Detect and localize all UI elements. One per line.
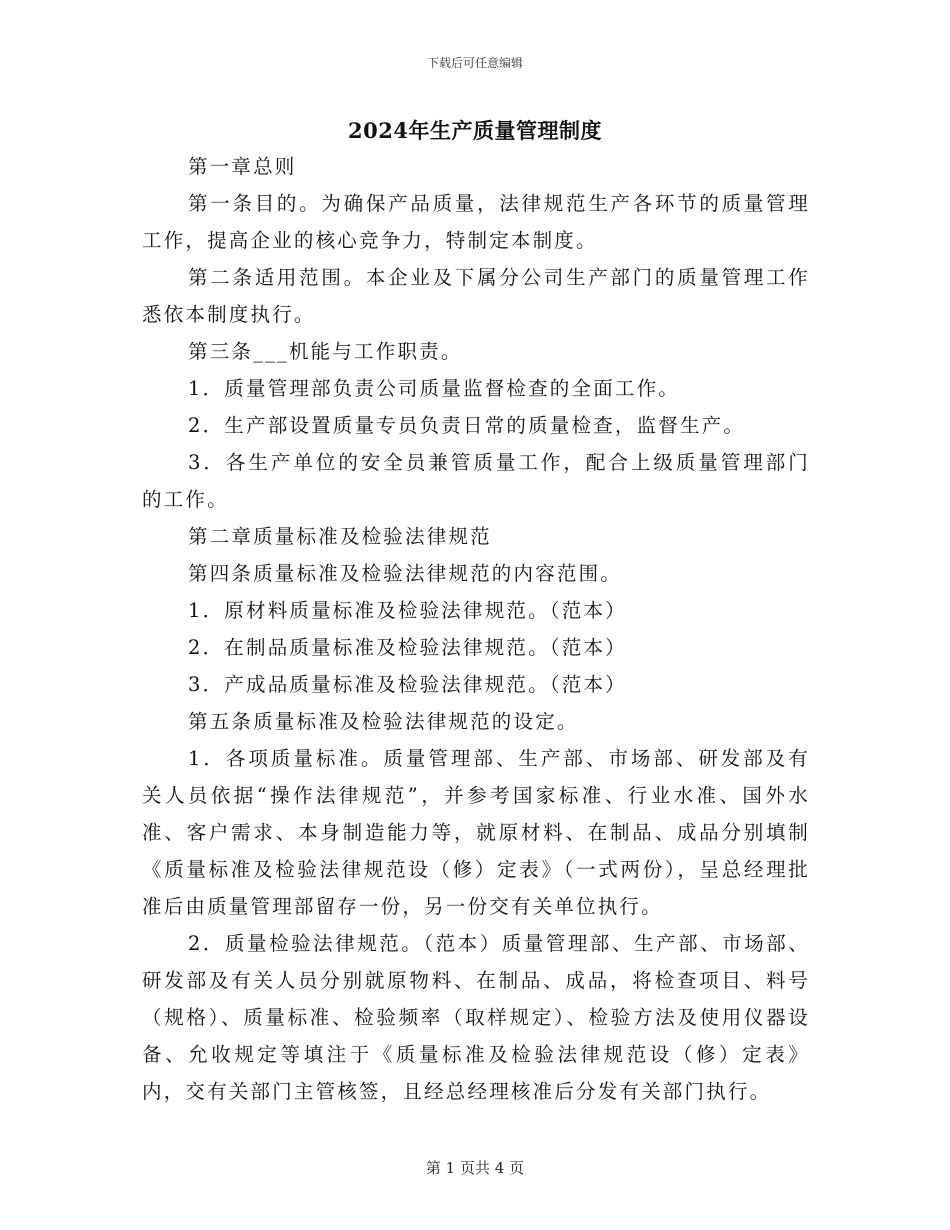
paragraph: 第二条适用范围。本企业及下属分公司生产部门的质量管理工作悉依本制度执行。: [142, 266, 810, 326]
list-item: 2．在制品质量标准及检验法律规范。（范本）: [188, 636, 627, 659]
paragraph: 第一条目的。为确保产品质量，法律规范生产各环节的质量管理工作，提高企业的核心竞争力，特制定本制度。: [142, 192, 810, 252]
list-item: 2．质量检验法律规范。（范本）质量管理部、生产部、市场部、研发部及有关人员分别就原物料、在制品、成品，将检查项目、料号（规格）、质量标准、检验频率（取样规定）、检验方法及使用仪器设备、允收规定等填注于《质量标准及检验法律规范设（修）定表》内，交有关部门主管核签，且经总经理核准后分发有关部门执行。: [142, 932, 810, 1103]
paragraph: 第三条___机能与工作职责。: [188, 340, 463, 363]
document-title: 2024年生产质量管理制度: [348, 118, 602, 143]
chapter-heading: 第一章总则: [188, 155, 297, 178]
list-item: 1．各项质量标准。质量管理部、生产部、市场部、研发部及有关人员依据“操作法律规范”，并参考国家标准、行业水准、国外水准、客户需求、本身制造能力等，就原材料、在制品、成品分别填制《质量标准及检验法律规范设（修）定表》（一式两份），呈总经理批准后由质量管理部留存一份，另一份交有关单位执行。: [142, 747, 810, 918]
paragraph: 第四条质量标准及检验法律规范的内容范围。: [188, 562, 623, 585]
list-item: 3．产成品质量标准及检验法律规范。（范本）: [188, 673, 627, 696]
page-number-footer: 第 1 页共 4 页: [425, 1159, 525, 1177]
chapter-heading: 第二章质量标准及检验法律规范: [188, 525, 492, 548]
list-item: 3．各生产单位的安全员兼管质量工作，配合上级质量管理部门的工作。: [142, 451, 810, 511]
document-body: [142, 148, 810, 1110]
list-item: 2．生产部设置质量专员负责日常的质量检查，监督生产。: [188, 414, 746, 437]
page-header-note: 下载后可任意编辑: [426, 56, 523, 70]
list-item: 1．原材料质量标准及检验法律规范。（范本）: [188, 599, 627, 622]
paragraph: 第五条质量标准及检验法律规范的设定。: [188, 710, 579, 733]
list-item: 1．质量管理部负责公司质量监督检查的全面工作。: [188, 377, 681, 400]
